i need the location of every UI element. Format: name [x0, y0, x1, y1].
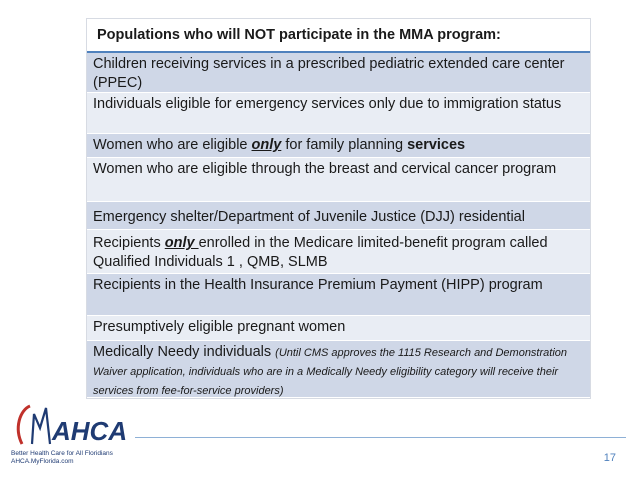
logo-swoosh-red	[18, 406, 30, 444]
row-text: Women who are eligible through the breast and cervical cancer program	[93, 161, 557, 177]
emphasis-only: only	[251, 137, 282, 153]
row-text: Children receiving services in a prescribed pediatric extended care center (PPEC)	[93, 56, 565, 91]
row-text: enrolled in the Medicare limited-benefit program called Qualified Individuals 1 , QMB, SLMB	[93, 235, 548, 270]
populations-table	[86, 18, 591, 399]
table-row	[87, 93, 590, 134]
row-text: Recipients	[93, 235, 165, 251]
table-row	[87, 202, 590, 230]
row-text: Medically Needy individuals	[93, 344, 276, 360]
row-note: (Until CMS approves the 1115 Research and Demonstration Waiver application, individuals who are in a Medically Needy eligibility category will receive their services from fee-for-service providers)	[93, 347, 568, 397]
table-row	[87, 274, 590, 316]
logo-text: AHCA	[52, 416, 128, 446]
row-text: Women who are eligible	[93, 137, 252, 153]
table-row	[87, 316, 590, 341]
logo-tagline	[11, 450, 113, 466]
row-text: Presumptively eligible pregnant women	[93, 319, 346, 335]
table-row	[87, 230, 590, 274]
table-row	[87, 158, 590, 202]
table-row	[87, 341, 590, 398]
row-text: Individuals eligible for emergency services only due to immigration status	[93, 96, 562, 112]
page-number: 17	[603, 452, 616, 464]
logo-tagline-line: Better Health Care for All Floridians	[11, 450, 113, 457]
table-header: Populations who will NOT participate in the MMA program:	[87, 19, 590, 53]
table-row	[87, 134, 590, 158]
emphasis-services: services	[407, 137, 466, 153]
logo-website: AHCA.MyFlorida.com	[11, 458, 74, 465]
emphasis-only: only	[164, 235, 199, 251]
row-text: Recipients in the Health Insurance Premium Payment (HIPP) program	[93, 277, 543, 293]
ahca-logo-mark	[8, 400, 128, 450]
table-row	[87, 53, 590, 93]
footer-divider	[135, 437, 626, 438]
row-text: Emergency shelter/Department of Juvenile Justice (DJJ) residential	[93, 209, 525, 225]
ahca-logo	[8, 400, 128, 475]
logo-pulse-line	[32, 408, 50, 444]
row-text: for family planning	[281, 137, 408, 153]
